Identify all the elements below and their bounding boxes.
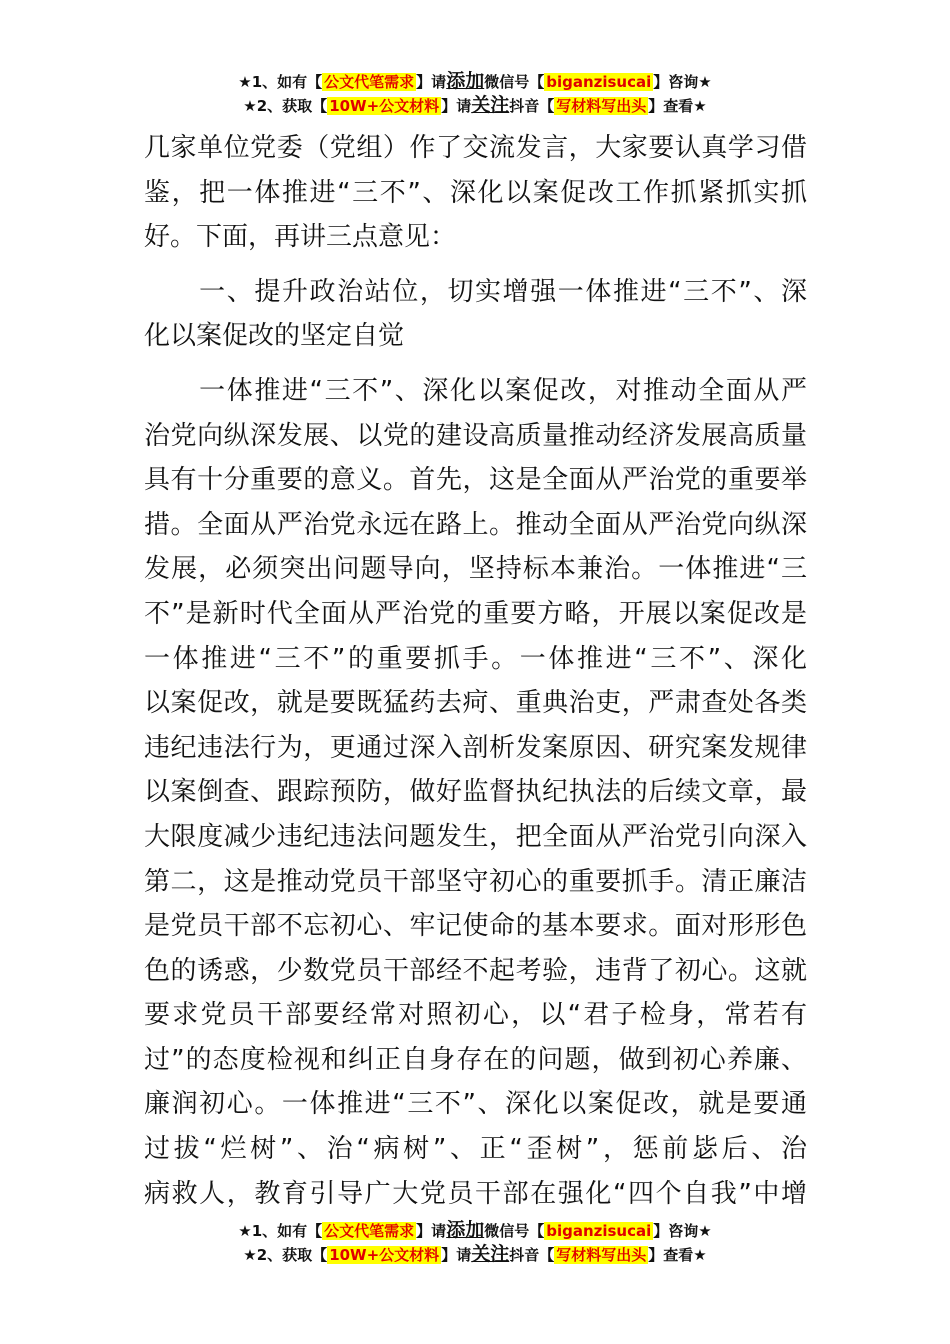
paragraph-intro: 几家单位党委（党组）作了交流发言，大家要认真学习借 鉴，把一体推进“三不”、深化以案促改工作抓紧抓实抓 好。下面，再讲三点意见： (144, 133, 807, 253)
top-banner (0, 69, 950, 117)
highlight-wechat-id: biganzisucai (546, 73, 652, 91)
banner-line-1: ★1、如有【 公文代笔需求 】请添加微信号【 biganzisucai 】咨询★ (238, 70, 712, 92)
highlight-douyin: 写材料写出头 (556, 1246, 647, 1264)
highlight-wechat-id: biganzisucai (546, 1222, 652, 1240)
banner-line-1-bottom: ★1、如有【 公文代笔需求 】请添加微信号【 biganzisucai 】咨询★ (238, 1219, 712, 1241)
banner-line-2: ★2、获取【 10W+公文材料 】请关注抖音【 写材料写出头 】查看★ (243, 94, 707, 116)
banner-line-2-bottom: ★2、获取【 10W+公文材料 】请关注抖音【 写材料写出头 】查看★ (243, 1243, 707, 1265)
document-body (144, 126, 807, 1216)
paragraph-main: 一体推进“三不”、深化以案促改，对推动全面从严 治党向纵深发展、以党的建设高质量推动经济发展高质量 具有十分重要的意义。首先，这是全面从严治党的重要举 措。全面从严治党永远在路上。推动全面从严治党向纵深 发展，必须突出问题导向，坚持标本兼治。一体推进“三 不”是新时代全面从严治党的重要方略，开展以案促改是 一体推进“三不”的重要抓手。一体推进“三不”、深化 以案促改，就是要既猛药去疴、重典治吏，严肃查处各类 违纪违法行为，更通过深入剖析发案原因、研究案发规律 以案倒查、跟踪预防，做好监督执纪执法的后续文章，最 大限度减少违纪违法问题发生，把全面从严治党引向深入 第二，这是推动党员干部坚守初心的重要抓手。清正廉洁 是党员干部不忘初心、牢记使命的基本要求。面对形形色 色的诱惑，少数党员干部经不起考验，违背了初心。这就 要求党员干部要经常对照初心，以“君子检身，常若有 过”的态度检视和纠正自身存在的问题，做到初心养廉、 廉润初心。一体推进“三不”、深化以案促改，就是要通 过拔“烂树”、治“病树”、正“歪树”，惩前毖后、治 病救人，教育引导广大党员干部在强化“四个自我”中增 (144, 375, 807, 1209)
bottom-banner (0, 1218, 950, 1266)
highlight-service: 公文代笔需求 (324, 1222, 415, 1240)
highlight-materials: 10W+公文材料 (329, 97, 440, 115)
section-heading-1: 一、提升政治站位，切实增强一体推进“三不”、深 化以案促改的坚定自觉 (144, 276, 807, 352)
highlight-douyin: 写材料写出头 (556, 97, 647, 115)
highlight-service: 公文代笔需求 (324, 73, 415, 91)
highlight-materials: 10W+公文材料 (329, 1246, 440, 1264)
